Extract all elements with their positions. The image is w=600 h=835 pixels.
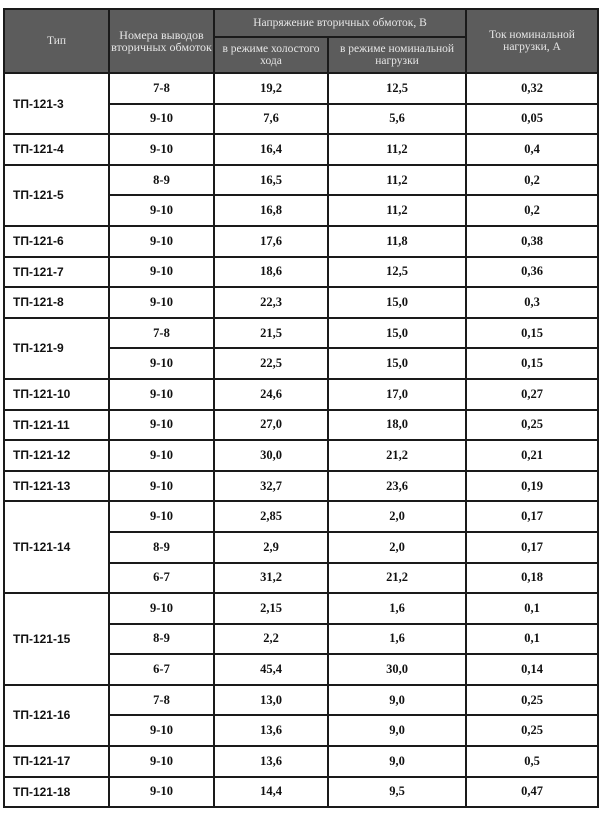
cell-idle-voltage: 14,4: [214, 777, 328, 808]
cell-terminals: 9-10: [109, 410, 214, 441]
cell-current: 0,3: [466, 287, 598, 318]
cell-idle-voltage: 19,2: [214, 73, 328, 104]
cell-nominal-voltage: 15,0: [328, 287, 466, 318]
cell-terminals: 8-9: [109, 165, 214, 196]
cell-current: 0,15: [466, 318, 598, 349]
cell-current: 0,4: [466, 134, 598, 165]
cell-nominal-voltage: 12,5: [328, 257, 466, 288]
cell-current: 0,05: [466, 104, 598, 135]
cell-idle-voltage: 18,6: [214, 257, 328, 288]
cell-current: 0,5: [466, 746, 598, 777]
table-row: [4, 134, 598, 165]
cell-type: ТП-121-18: [4, 777, 109, 808]
cell-terminals: 9-10: [109, 195, 214, 226]
table-row: [4, 593, 598, 624]
cell-type: ТП-121-5: [4, 165, 109, 226]
table-header: [4, 9, 598, 73]
cell-idle-voltage: 13,6: [214, 746, 328, 777]
cell-type: ТП-121-16: [4, 685, 109, 746]
cell-terminals: 6-7: [109, 563, 214, 594]
transformer-table: [3, 8, 599, 808]
cell-terminals: 9-10: [109, 287, 214, 318]
table-row: [4, 226, 598, 257]
cell-nominal-voltage: 2,0: [328, 532, 466, 563]
table-row: [4, 257, 598, 288]
cell-idle-voltage: 16,4: [214, 134, 328, 165]
cell-terminals: 9-10: [109, 501, 214, 532]
cell-nominal-voltage: 23,6: [328, 471, 466, 502]
table-body: [4, 73, 598, 807]
cell-current: 0,14: [466, 654, 598, 685]
cell-type: ТП-121-8: [4, 287, 109, 318]
cell-type: ТП-121-17: [4, 746, 109, 777]
cell-nominal-voltage: 1,6: [328, 624, 466, 655]
cell-nominal-voltage: 9,0: [328, 746, 466, 777]
cell-terminals: 8-9: [109, 532, 214, 563]
cell-type: ТП-121-7: [4, 257, 109, 288]
table-row: [4, 501, 598, 532]
cell-idle-voltage: 2,2: [214, 624, 328, 655]
cell-current: 0,2: [466, 165, 598, 196]
cell-idle-voltage: 22,3: [214, 287, 328, 318]
table-row: [4, 471, 598, 502]
cell-type: ТП-121-6: [4, 226, 109, 257]
header-type: Тип: [4, 9, 109, 73]
table-row: [4, 746, 598, 777]
cell-terminals: 8-9: [109, 624, 214, 655]
cell-nominal-voltage: 2,0: [328, 501, 466, 532]
cell-terminals: 9-10: [109, 104, 214, 135]
cell-type: ТП-121-4: [4, 134, 109, 165]
cell-type: ТП-121-10: [4, 379, 109, 410]
cell-nominal-voltage: 11,8: [328, 226, 466, 257]
cell-current: 0,25: [466, 685, 598, 716]
cell-nominal-voltage: 11,2: [328, 165, 466, 196]
cell-nominal-voltage: 11,2: [328, 195, 466, 226]
table-row: [4, 685, 598, 716]
cell-terminals: 6-7: [109, 654, 214, 685]
cell-type: ТП-121-9: [4, 318, 109, 379]
cell-idle-voltage: 32,7: [214, 471, 328, 502]
cell-idle-voltage: 7,6: [214, 104, 328, 135]
cell-type: ТП-121-14: [4, 501, 109, 593]
cell-current: 0,36: [466, 257, 598, 288]
cell-type: ТП-121-12: [4, 440, 109, 471]
cell-idle-voltage: 2,15: [214, 593, 328, 624]
cell-idle-voltage: 22,5: [214, 348, 328, 379]
cell-type: ТП-121-13: [4, 471, 109, 502]
cell-idle-voltage: 17,6: [214, 226, 328, 257]
cell-type: ТП-121-3: [4, 73, 109, 134]
cell-terminals: 9-10: [109, 777, 214, 808]
cell-nominal-voltage: 9,5: [328, 777, 466, 808]
table-row: [4, 165, 598, 196]
header-terminals: Номера выводов вторичных обмоток: [109, 9, 214, 73]
cell-terminals: 9-10: [109, 226, 214, 257]
cell-type: ТП-121-15: [4, 593, 109, 685]
cell-nominal-voltage: 21,2: [328, 440, 466, 471]
cell-current: 0,1: [466, 593, 598, 624]
cell-terminals: 9-10: [109, 440, 214, 471]
cell-current: 0,25: [466, 410, 598, 441]
table-row: [4, 287, 598, 318]
header-idle: в режиме холостого хода: [214, 37, 328, 73]
cell-idle-voltage: 16,5: [214, 165, 328, 196]
cell-idle-voltage: 45,4: [214, 654, 328, 685]
cell-terminals: 7-8: [109, 685, 214, 716]
cell-idle-voltage: 13,6: [214, 715, 328, 746]
cell-idle-voltage: 27,0: [214, 410, 328, 441]
cell-current: 0,1: [466, 624, 598, 655]
cell-terminals: 9-10: [109, 379, 214, 410]
cell-nominal-voltage: 30,0: [328, 654, 466, 685]
cell-terminals: 7-8: [109, 73, 214, 104]
cell-nominal-voltage: 5,6: [328, 104, 466, 135]
cell-nominal-voltage: 21,2: [328, 563, 466, 594]
cell-current: 0,18: [466, 563, 598, 594]
cell-nominal-voltage: 9,0: [328, 685, 466, 716]
table-row: [4, 777, 598, 808]
cell-current: 0,17: [466, 532, 598, 563]
cell-terminals: 9-10: [109, 257, 214, 288]
cell-nominal-voltage: 9,0: [328, 715, 466, 746]
cell-current: 0,2: [466, 195, 598, 226]
cell-terminals: 9-10: [109, 746, 214, 777]
cell-idle-voltage: 16,8: [214, 195, 328, 226]
cell-nominal-voltage: 15,0: [328, 318, 466, 349]
cell-terminals: 9-10: [109, 715, 214, 746]
cell-idle-voltage: 13,0: [214, 685, 328, 716]
cell-nominal-voltage: 17,0: [328, 379, 466, 410]
cell-current: 0,32: [466, 73, 598, 104]
table-row: [4, 379, 598, 410]
table-row: [4, 440, 598, 471]
cell-nominal-voltage: 11,2: [328, 134, 466, 165]
cell-current: 0,15: [466, 348, 598, 379]
transformer-table-sheet: [3, 8, 597, 808]
cell-idle-voltage: 30,0: [214, 440, 328, 471]
table-row: [4, 318, 598, 349]
header-voltage: Напряжение вторичных обмоток, В: [214, 9, 466, 37]
cell-terminals: 9-10: [109, 348, 214, 379]
header-nominal: в режиме номинальной нагрузки: [328, 37, 466, 73]
cell-idle-voltage: 2,85: [214, 501, 328, 532]
cell-idle-voltage: 24,6: [214, 379, 328, 410]
cell-terminals: 9-10: [109, 593, 214, 624]
cell-nominal-voltage: 1,6: [328, 593, 466, 624]
header-current: Ток номинальной нагрузки, А: [466, 9, 598, 73]
cell-current: 0,19: [466, 471, 598, 502]
cell-current: 0,38: [466, 226, 598, 257]
cell-terminals: 7-8: [109, 318, 214, 349]
cell-idle-voltage: 21,5: [214, 318, 328, 349]
cell-current: 0,17: [466, 501, 598, 532]
cell-terminals: 9-10: [109, 134, 214, 165]
cell-nominal-voltage: 12,5: [328, 73, 466, 104]
cell-idle-voltage: 2,9: [214, 532, 328, 563]
table-row: [4, 73, 598, 104]
cell-nominal-voltage: 18,0: [328, 410, 466, 441]
table-row: [4, 410, 598, 441]
cell-current: 0,25: [466, 715, 598, 746]
cell-idle-voltage: 31,2: [214, 563, 328, 594]
cell-type: ТП-121-11: [4, 410, 109, 441]
cell-current: 0,27: [466, 379, 598, 410]
cell-current: 0,47: [466, 777, 598, 808]
cell-current: 0,21: [466, 440, 598, 471]
cell-nominal-voltage: 15,0: [328, 348, 466, 379]
cell-terminals: 9-10: [109, 471, 214, 502]
